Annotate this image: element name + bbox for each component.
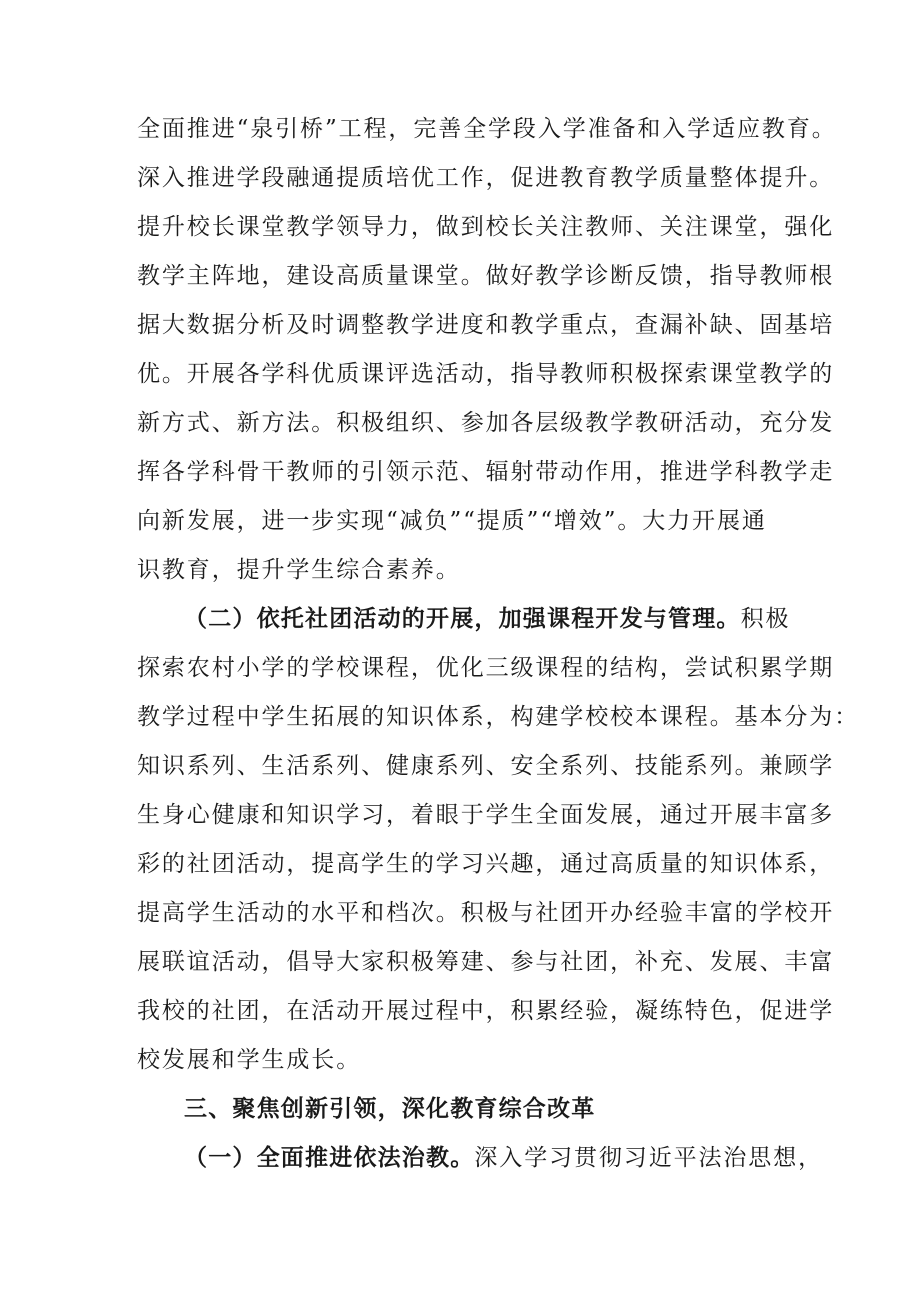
section-3-1-line	[184, 1143, 823, 1173]
body-line: 展联谊活动，倡导大家积极筹建、参与社团，补充、发展、丰富	[137, 949, 835, 975]
body-line: 向新发展，进一步实现“减负”“提质”“增效”。大力开展通	[137, 508, 767, 534]
body-line: 我校的社团，在活动开展过程中，积累经验，凝练特色，促进学	[137, 998, 835, 1024]
section-2-first-line-rest: 积极	[740, 606, 791, 632]
body-line: 彩的社团活动，提高学生的学习兴趣，通过高质量的知识体系，	[137, 851, 835, 877]
body-line: 据大数据分析及时调整教学进度和教学重点，查漏补缺、固基培	[137, 312, 835, 338]
section-2-heading: （二）依托社团活动的开展，加强课程开发与管理。	[184, 606, 741, 632]
section-3-1-heading: （一）全面推进依法治教。	[184, 1145, 475, 1171]
body-line: 提升校长课堂教学领导力，做到校长关注教师、关注课堂，强化	[137, 214, 835, 240]
body-line: 知识系列、生活系列、健康系列、安全系列、技能系列。兼顾学	[137, 753, 835, 779]
body-line: 优。开展各学科优质课评选活动，指导教师积极探索课堂教学的	[137, 361, 835, 387]
body-line: 生身心健康和知识学习，着眼于学生全面发展，通过开展丰富多	[137, 802, 835, 828]
section-3-heading: 三、聚焦创新引领，深化教育综合改革	[184, 1096, 596, 1122]
body-line: 教学过程中学生拓展的知识体系，构建学校校本课程。基本分为：	[137, 704, 860, 730]
body-line: 校发展和学生成长。	[137, 1047, 362, 1073]
body-line: 挥各学科骨干教师的引领示范、辐射带动作用，推进学科教学走	[137, 459, 835, 485]
section-3-1-rest: 深入学习贯彻习近平法治思想，	[474, 1145, 824, 1171]
body-line: 新方式、新方法。积极组织、参加各层级教学教研活动，充分发	[137, 410, 835, 436]
section-2-first-line	[184, 604, 790, 634]
body-line: 全面推进“泉引桥”工程，完善全学段入学准备和入学适应教育。	[137, 116, 837, 142]
body-line: 提高学生活动的水平和档次。积极与社团开办经验丰富的学校开	[137, 900, 835, 926]
body-line: 教学主阵地，建设高质量课堂。做好教学诊断反馈，指导教师根	[137, 263, 835, 289]
body-line: 探索农村小学的学校课程，优化三级课程的结构，尝试积累学期	[137, 655, 835, 681]
body-line: 识教育，提升学生综合素养。	[137, 557, 461, 583]
body-line: 深入推进学段融通提质培优工作，促进教育教学质量整体提升。	[137, 165, 835, 191]
